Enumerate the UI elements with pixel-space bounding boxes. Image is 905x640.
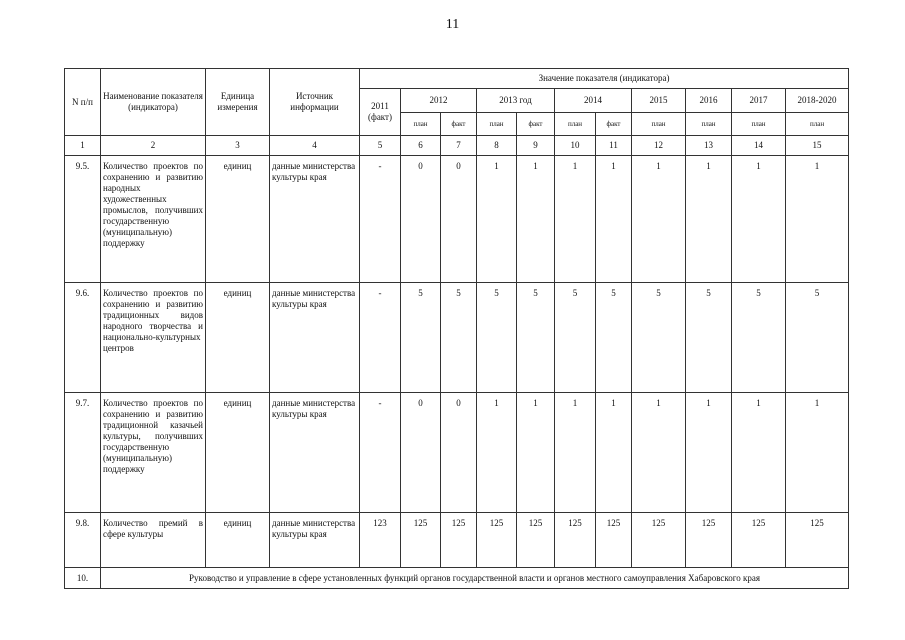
value-cell: -: [360, 156, 401, 283]
value-cell: 0: [401, 156, 441, 283]
value-cell: 5: [477, 283, 517, 393]
value-cell: 125: [596, 513, 632, 568]
value-cell: 125: [517, 513, 555, 568]
value-cell: 0: [401, 393, 441, 513]
header-year-2011: 2011 (факт): [360, 89, 401, 136]
header-year-2017: 2017: [732, 89, 786, 113]
value-cell: 1: [686, 393, 732, 513]
value-cell: 5: [686, 283, 732, 393]
header-year-2013: 2013 год: [477, 89, 555, 113]
value-cell: 1: [632, 393, 686, 513]
value-cell: 5: [555, 283, 596, 393]
header-sub: факт: [441, 113, 477, 136]
value-cell: 125: [732, 513, 786, 568]
indicator-name: Количество премий в сфере культуры: [101, 513, 206, 568]
header-year-2014: 2014: [555, 89, 632, 113]
value-cell: 5: [517, 283, 555, 393]
column-number: 11: [596, 136, 632, 156]
indicator-name: Количество проектов по сохранению и развитию народных художественных промыслов, получивших государственную (муниципальную) поддержку: [101, 156, 206, 283]
value-cell: 1: [732, 156, 786, 283]
indicator-unit: единиц: [206, 156, 270, 283]
header-year-2012: 2012: [401, 89, 477, 113]
value-cell: 1: [786, 393, 849, 513]
header-sub: план: [686, 113, 732, 136]
value-cell: 0: [441, 156, 477, 283]
column-number: 3: [206, 136, 270, 156]
column-number: 5: [360, 136, 401, 156]
value-cell: 5: [732, 283, 786, 393]
value-cell: -: [360, 393, 401, 513]
header-year-2015: 2015: [632, 89, 686, 113]
value-cell: 5: [786, 283, 849, 393]
value-cell: 1: [555, 156, 596, 283]
header-sub: план: [632, 113, 686, 136]
header-sub: план: [555, 113, 596, 136]
value-cell: 125: [477, 513, 517, 568]
header-year-2018-2020: 2018-2020: [786, 89, 849, 113]
indicator-source: данные министерства культуры края: [270, 283, 360, 393]
value-cell: 1: [596, 393, 632, 513]
column-number: 14: [732, 136, 786, 156]
header-sub: план: [477, 113, 517, 136]
column-number: 6: [401, 136, 441, 156]
value-cell: 1: [596, 156, 632, 283]
column-number: 9: [517, 136, 555, 156]
header-year-2016: 2016: [686, 89, 732, 113]
value-cell: 5: [596, 283, 632, 393]
value-cell: 5: [632, 283, 686, 393]
row-number: 9.8.: [65, 513, 101, 568]
value-cell: 125: [786, 513, 849, 568]
table-row: [65, 513, 849, 568]
column-number: 4: [270, 136, 360, 156]
value-cell: -: [360, 283, 401, 393]
value-cell: 1: [686, 156, 732, 283]
value-cell: 125: [441, 513, 477, 568]
value-cell: 1: [786, 156, 849, 283]
column-number: 13: [686, 136, 732, 156]
indicator-source: данные министерства культуры края: [270, 393, 360, 513]
indicator-source: данные министерства культуры края: [270, 513, 360, 568]
column-number: 12: [632, 136, 686, 156]
value-cell: 1: [477, 393, 517, 513]
value-cell: 0: [441, 393, 477, 513]
indicator-name: Количество проектов по сохранению и развитию традиционной казачьей культуры, получивших государственную (муниципальную) поддержку: [101, 393, 206, 513]
header-source: Источник информации: [270, 69, 360, 136]
value-cell: 5: [441, 283, 477, 393]
table-row: [65, 283, 849, 393]
column-number: 10: [555, 136, 596, 156]
header-value-group: Значение показателя (индикатора): [360, 69, 849, 89]
value-cell: 5: [401, 283, 441, 393]
header-unit: Единица измерения: [206, 69, 270, 136]
column-number: 1: [65, 136, 101, 156]
indicator-source: данные министерства культуры края: [270, 156, 360, 283]
value-cell: 123: [360, 513, 401, 568]
column-number: 7: [441, 136, 477, 156]
header-sub: план: [401, 113, 441, 136]
value-cell: 1: [732, 393, 786, 513]
section-title: Руководство и управление в сфере установленных функций органов государственной власти и органов местного самоуправления Хабаровского края: [101, 568, 849, 589]
header-sub: план: [786, 113, 849, 136]
column-number: 2: [101, 136, 206, 156]
header-sub: план: [732, 113, 786, 136]
row-number: 9.5.: [65, 156, 101, 283]
column-number: 8: [477, 136, 517, 156]
indicator-unit: единиц: [206, 283, 270, 393]
value-cell: 125: [686, 513, 732, 568]
value-cell: 1: [517, 156, 555, 283]
row-number: 10.: [65, 568, 101, 589]
row-number: 9.6.: [65, 283, 101, 393]
value-cell: 125: [555, 513, 596, 568]
indicator-unit: единиц: [206, 513, 270, 568]
value-cell: 125: [401, 513, 441, 568]
value-cell: 1: [517, 393, 555, 513]
column-number: 15: [786, 136, 849, 156]
header-sub: факт: [517, 113, 555, 136]
header-num: N п/п: [65, 69, 101, 136]
indicator-unit: единиц: [206, 393, 270, 513]
indicator-name: Количество проектов по сохранению и развитию традиционных видов народного творчества и национально-культурных центров: [101, 283, 206, 393]
value-cell: 1: [632, 156, 686, 283]
header-sub: факт: [596, 113, 632, 136]
value-cell: 125: [632, 513, 686, 568]
table-row: [65, 393, 849, 513]
value-cell: 1: [555, 393, 596, 513]
section-row: [65, 568, 849, 589]
row-number: 9.7.: [65, 393, 101, 513]
value-cell: 1: [477, 156, 517, 283]
page-number: 11: [445, 17, 460, 32]
header-name: Наименование показателя (индикатора): [101, 69, 206, 136]
indicator-table: [64, 68, 849, 589]
table-row: [65, 156, 849, 283]
